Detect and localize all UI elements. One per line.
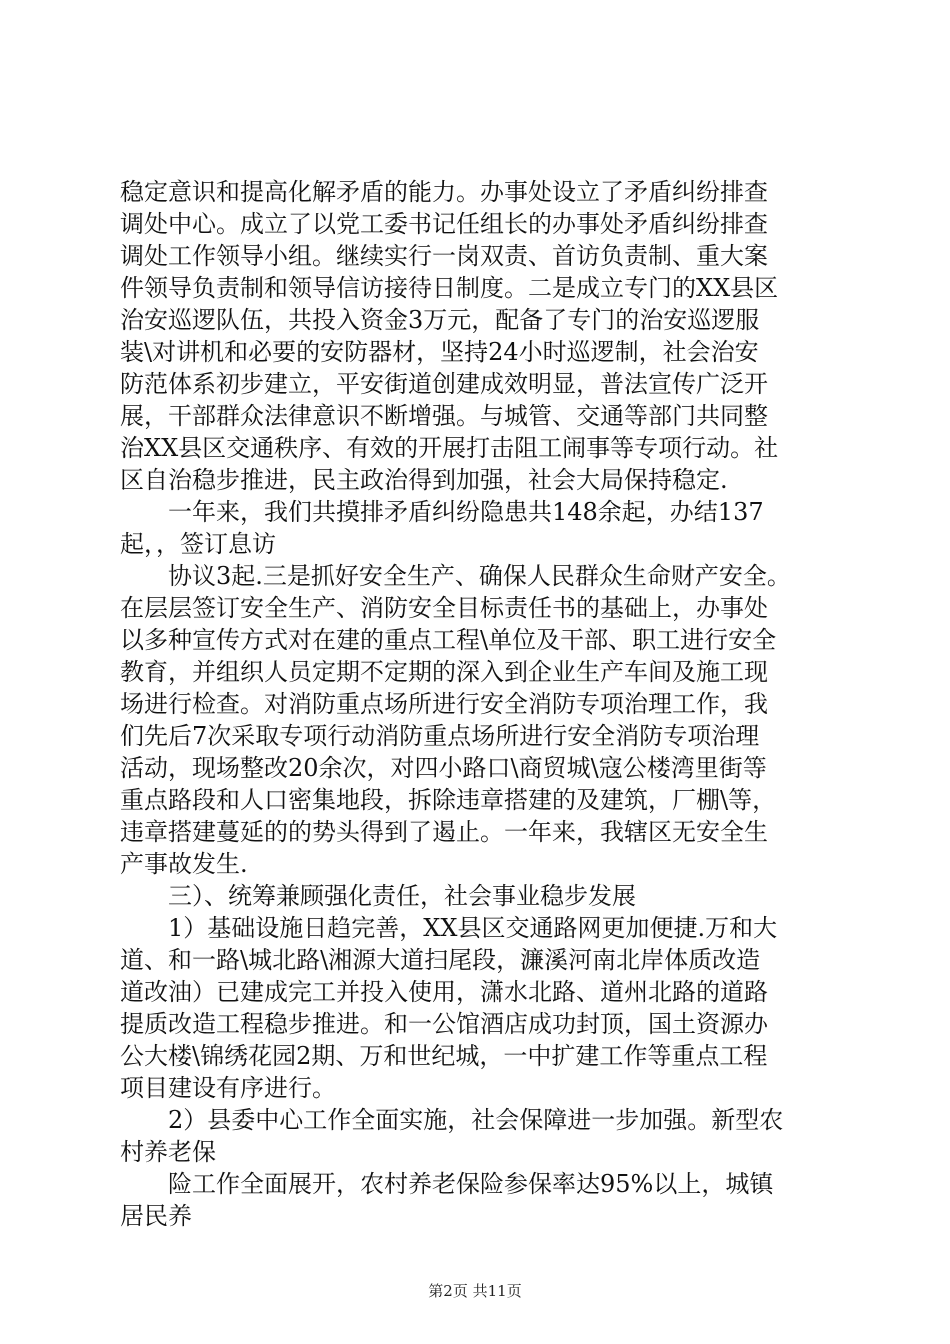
text-line: 重点路段和人口密集地段，拆除违章搭建的及建筑，厂棚\等， bbox=[120, 786, 777, 814]
document-body bbox=[120, 176, 840, 1232]
text-line: 一年来，我们共摸排矛盾纠纷隐患共148余起，办结137 bbox=[120, 498, 764, 526]
text-line: 2）县委中心工作全面实施，社会保障进一步加强。新型农 bbox=[120, 1106, 784, 1134]
page-number-footer: 第2页 共11页 bbox=[428, 1282, 522, 1300]
text-line: 居民养 bbox=[120, 1202, 192, 1230]
text-line: 险工作全面展开，农村养老保险参保率达95%以上，城镇 bbox=[120, 1170, 774, 1198]
text-line: 稳定意识和提高化解矛盾的能力。办事处设立了矛盾纠纷排查 bbox=[120, 178, 768, 206]
text-line: 件领导负责制和领导信访接待日制度。二是成立专门的XX县区 bbox=[120, 274, 779, 302]
text-line: 防范体系初步建立，平安街道创建成效明显，普法宣传广泛开 bbox=[120, 370, 768, 398]
text-line: 违章搭建蔓延的的势头得到了遏止。一年来，我辖区无安全生 bbox=[120, 818, 768, 846]
text-line: 治安巡逻队伍，共投入资金3万元，配备了专门的治安巡逻服 bbox=[120, 306, 760, 334]
text-line: 教育，并组织人员定期不定期的深入到企业生产车间及施工现 bbox=[120, 658, 768, 686]
text-line: 区自治稳步推进，民主政治得到加强，社会大局保持稳定. bbox=[120, 466, 728, 494]
text-line: 协议3起.三是抓好安全生产、确保人民群众生命财产安全。 bbox=[120, 562, 791, 590]
text-line: 道改油）已建成完工并投入使用，潇水北路、道州北路的道路 bbox=[120, 978, 768, 1006]
text-line: 调处中心。成立了以党工委书记任组长的办事处矛盾纠纷排查 bbox=[120, 210, 768, 238]
text-line: 场进行检查。对消防重点场所进行安全消防专项治理工作，我 bbox=[120, 690, 768, 718]
text-line: 1）基础设施日趋完善，XX县区交通路网更加便捷.万和大 bbox=[120, 914, 778, 942]
text-line: 产事故发生. bbox=[120, 850, 248, 878]
text-line: 道、和一路\城北路\湘源大道扫尾段，濂溪河南北岸体质改造 bbox=[120, 946, 761, 974]
text-line: 提质改造工程稳步推进。和一公馆酒店成功封顶，国土资源办 bbox=[120, 1010, 768, 1038]
text-line: 活动，现场整改20余次，对四小路口\商贸城\寇公楼湾里街等 bbox=[120, 754, 767, 782]
text-line: 三）、统筹兼顾强化责任，社会事业稳步发展 bbox=[120, 882, 636, 910]
text-line: 治XX县区交通秩序、有效的开展打击阻工闹事等专项行动。社 bbox=[120, 434, 779, 462]
text-line: 展，干部群众法律意识不断增强。与城管、交通等部门共同整 bbox=[120, 402, 768, 430]
text-line: 村养老保 bbox=[120, 1138, 216, 1166]
text-line: 项目建设有序进行。 bbox=[120, 1074, 336, 1102]
text-line: 以多种宣传方式对在建的重点工程\单位及干部、职工进行安全 bbox=[120, 626, 777, 654]
text-line: 装\对讲机和必要的安防器材，坚持24小时巡逻制，社会治安 bbox=[120, 338, 759, 366]
text-line: 在层层签订安全生产、消防安全目标责任书的基础上，办事处 bbox=[120, 594, 768, 622]
text-line: 们先后7次采取专项行动消防重点场所进行安全消防专项治理 bbox=[120, 722, 760, 750]
text-line: 起，，签订息访 bbox=[120, 530, 276, 558]
text-line: 公大楼\锦绣花园2期、万和世纪城，一中扩建工作等重点工程 bbox=[120, 1042, 768, 1070]
text-line: 调处工作领导小组。继续实行一岗双责、首访负责制、重大案 bbox=[120, 242, 768, 270]
